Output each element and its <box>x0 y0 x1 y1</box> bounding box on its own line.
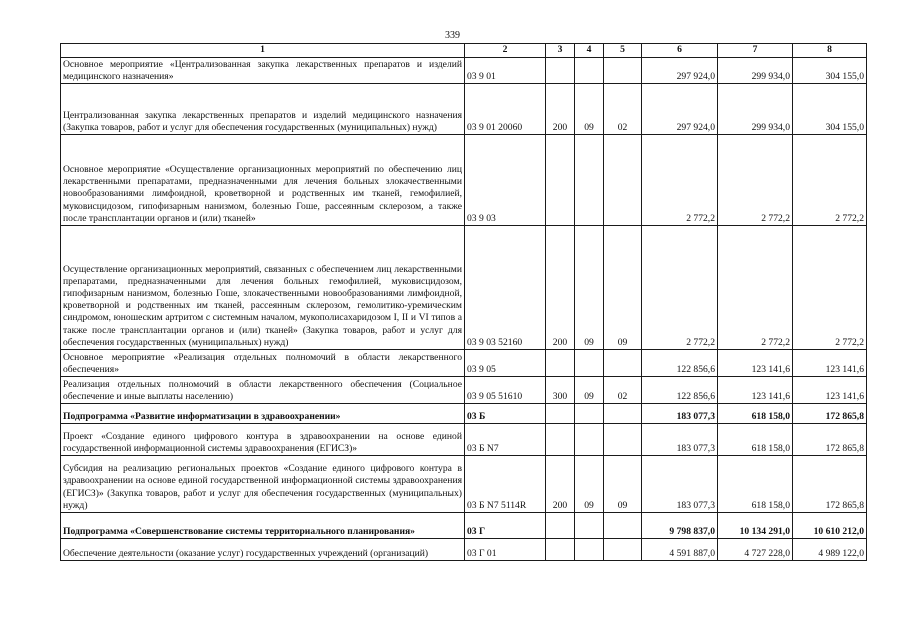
expense-type-cell: 200 <box>546 226 575 350</box>
target-code-cell: 03 Б N7 <box>465 424 546 456</box>
expense-type-cell <box>546 404 575 424</box>
amount-year2-cell: 2 772,2 <box>718 226 793 350</box>
row-name-cell: Основное мероприятие «Осуществление организационных мероприятий по обеспечению лиц лекарственными препаратами, предназначенными для лечения больных злокачественными новообразованиями лимфоидной, кроветворной и родственных им тканей, гемофилией, муковисцидозом, гипофизарным нанизмом, болезнью Гоше, рассеянным склерозом, а также после трансплантации органов и (или) тканей» <box>61 135 465 226</box>
subsection-cell <box>604 513 642 539</box>
column-header: 3 <box>546 44 575 58</box>
expense-type-cell <box>546 424 575 456</box>
table-row <box>61 350 867 377</box>
amount-year3-cell: 4 989 122,0 <box>793 539 867 561</box>
target-code-cell: 03 9 05 51610 <box>465 377 546 404</box>
row-name-cell: Обеспечение деятельности (оказание услуг) государственных учреждений (организаций) <box>61 539 465 561</box>
target-code-cell: 03 9 03 52160 <box>465 226 546 350</box>
target-code-cell: 03 9 01 20060 <box>465 84 546 135</box>
amount-year1-cell: 4 591 887,0 <box>642 539 718 561</box>
page-number: 339 <box>445 30 460 41</box>
amount-year1-cell: 122 856,6 <box>642 350 718 377</box>
column-header: 2 <box>465 44 546 58</box>
row-name-cell: Централизованная закупка лекарственных препаратов и изделий медицинского назначения (Закупка товаров, работ и услуг для обеспечения государственных (муниципальных) нужд) <box>61 84 465 135</box>
amount-year2-cell: 299 934,0 <box>718 84 793 135</box>
subsection-cell: 02 <box>604 377 642 404</box>
table-row <box>61 135 867 226</box>
row-name-cell: Подпрограмма «Развитие информатизации в здравоохранении» <box>61 404 465 424</box>
expense-type-cell: 200 <box>546 456 575 513</box>
header-row <box>61 44 867 58</box>
table-row <box>61 226 867 350</box>
column-header: 8 <box>793 44 867 58</box>
table-row <box>61 84 867 135</box>
amount-year1-cell: 183 077,3 <box>642 424 718 456</box>
row-name-cell: Осуществление организационных мероприятий, связанных с обеспечением лиц лекарственными препаратами, предназначенными для лечения больных гемофилией, муковисцидозом, гипофизарным нанизмом, болезнью Гоше, злокачественными новообразованиями лимфоидной, кроветворной и родственных им тканей, рассеянным склерозом, гемолитико-уремическим синдромом, юношеским артритом с системным началом, мукополисахаридозом I, II и VI типов а также после трансплантации органов и (или) тканей» (Закупка товаров, работ и услуг для обеспечения государственных (муниципальных) нужд) <box>61 226 465 350</box>
amount-year3-cell: 304 155,0 <box>793 58 867 84</box>
amount-year3-cell: 10 610 212,0 <box>793 513 867 539</box>
table-row <box>61 404 867 424</box>
section-cell: 09 <box>575 84 604 135</box>
subsection-cell: 02 <box>604 84 642 135</box>
section-cell <box>575 404 604 424</box>
table-row <box>61 377 867 404</box>
table-row <box>61 58 867 84</box>
amount-year1-cell: 9 798 837,0 <box>642 513 718 539</box>
amount-year1-cell: 122 856,6 <box>642 377 718 404</box>
amount-year1-cell: 183 077,3 <box>642 456 718 513</box>
amount-year3-cell: 172 865,8 <box>793 456 867 513</box>
amount-year3-cell: 172 865,8 <box>793 424 867 456</box>
amount-year2-cell: 618 158,0 <box>718 456 793 513</box>
amount-year3-cell: 2 772,2 <box>793 135 867 226</box>
table-row <box>61 539 867 561</box>
column-header: 5 <box>604 44 642 58</box>
expense-type-cell <box>546 58 575 84</box>
amount-year2-cell: 123 141,6 <box>718 377 793 404</box>
expense-type-cell <box>546 135 575 226</box>
column-header: 7 <box>718 44 793 58</box>
amount-year1-cell: 297 924,0 <box>642 84 718 135</box>
target-code-cell: 03 9 03 <box>465 135 546 226</box>
section-cell: 09 <box>575 456 604 513</box>
target-code-cell: 03 Г 01 <box>465 539 546 561</box>
row-name-cell: Подпрограмма «Совершенствование системы территориального планирования» <box>61 513 465 539</box>
section-cell <box>575 350 604 377</box>
amount-year1-cell: 183 077,3 <box>642 404 718 424</box>
amount-year1-cell: 2 772,2 <box>642 226 718 350</box>
column-header: 1 <box>61 44 465 58</box>
expense-type-cell: 300 <box>546 377 575 404</box>
budget-table <box>60 43 867 561</box>
section-cell: 09 <box>575 377 604 404</box>
table-body <box>61 58 867 561</box>
amount-year3-cell: 304 155,0 <box>793 84 867 135</box>
section-cell <box>575 513 604 539</box>
table-row <box>61 513 867 539</box>
row-name-cell: Основное мероприятие «Централизованная закупка лекарственных препаратов и изделий медицинского назначения» <box>61 58 465 84</box>
amount-year2-cell: 10 134 291,0 <box>718 513 793 539</box>
amount-year3-cell: 123 141,6 <box>793 350 867 377</box>
amount-year1-cell: 297 924,0 <box>642 58 718 84</box>
subsection-cell: 09 <box>604 226 642 350</box>
row-name-cell: Проект «Создание единого цифрового контура в здравоохранении на основе единой государственной информационной системы здравоохранения (ЕГИСЗ)» <box>61 424 465 456</box>
section-cell <box>575 135 604 226</box>
target-code-cell: 03 9 05 <box>465 350 546 377</box>
amount-year2-cell: 618 158,0 <box>718 424 793 456</box>
target-code-cell: 03 Б N7 5114R <box>465 456 546 513</box>
expense-type-cell <box>546 350 575 377</box>
amount-year3-cell: 2 772,2 <box>793 226 867 350</box>
section-cell <box>575 58 604 84</box>
column-header: 4 <box>575 44 604 58</box>
amount-year2-cell: 2 772,2 <box>718 135 793 226</box>
section-cell <box>575 539 604 561</box>
expense-type-cell <box>546 513 575 539</box>
subsection-cell <box>604 350 642 377</box>
amount-year3-cell: 172 865,8 <box>793 404 867 424</box>
expense-type-cell: 200 <box>546 84 575 135</box>
section-cell <box>575 424 604 456</box>
amount-year2-cell: 299 934,0 <box>718 58 793 84</box>
table-row <box>61 456 867 513</box>
row-name-cell: Реализация отдельных полномочий в области лекарственного обеспечения (Социальное обеспечение и иные выплаты населению) <box>61 377 465 404</box>
subsection-cell <box>604 424 642 456</box>
section-cell: 09 <box>575 226 604 350</box>
subsection-cell <box>604 135 642 226</box>
row-name-cell: Субсидия на реализацию региональных проектов «Создание единого цифрового контура в здравоохранении на основе единой государственной информационной системы здравоохранения (ЕГИСЗ)» (Закупка товаров, работ и услуг для обеспечения государственных (муниципальных) нужд) <box>61 456 465 513</box>
column-header: 6 <box>642 44 718 58</box>
table-row <box>61 424 867 456</box>
subsection-cell <box>604 58 642 84</box>
amount-year3-cell: 123 141,6 <box>793 377 867 404</box>
row-name-cell: Основное мероприятие «Реализация отдельных полномочий в области лекарственного обеспечения» <box>61 350 465 377</box>
subsection-cell <box>604 404 642 424</box>
expense-type-cell <box>546 539 575 561</box>
target-code-cell: 03 9 01 <box>465 58 546 84</box>
target-code-cell: 03 Г <box>465 513 546 539</box>
subsection-cell <box>604 539 642 561</box>
amount-year2-cell: 618 158,0 <box>718 404 793 424</box>
amount-year2-cell: 4 727 228,0 <box>718 539 793 561</box>
subsection-cell: 09 <box>604 456 642 513</box>
target-code-cell: 03 Б <box>465 404 546 424</box>
amount-year2-cell: 123 141,6 <box>718 350 793 377</box>
amount-year1-cell: 2 772,2 <box>642 135 718 226</box>
